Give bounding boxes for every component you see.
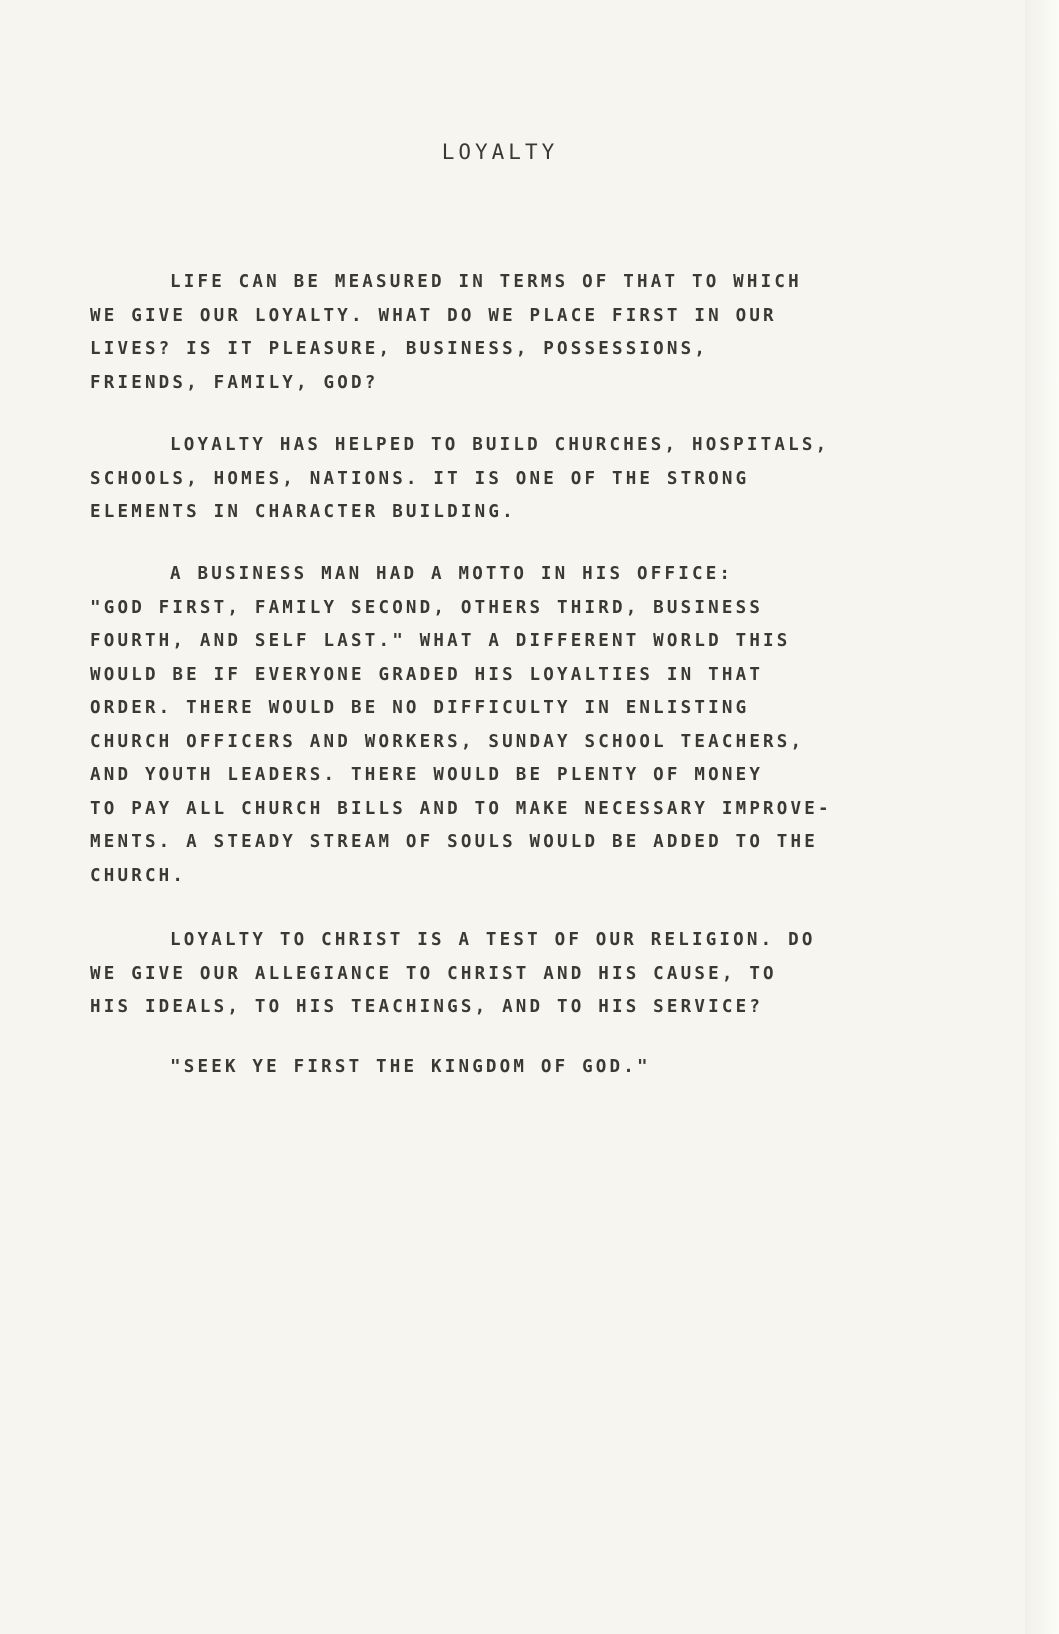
paragraph-line: A BUSINESS MAN HAD A MOTTO IN HIS OFFICE:: [170, 564, 734, 584]
closing-quote: [90, 1051, 651, 1085]
paragraph-3: [90, 558, 832, 893]
quote-line: "SEEK YE FIRST THE KINGDOM OF GOD.": [170, 1057, 651, 1077]
paragraph-1: [90, 266, 802, 400]
paragraph-line: LIVES? IS IT PLEASURE, BUSINESS, POSSESSIONS,: [90, 339, 709, 359]
paragraph-line: FRIENDS, FAMILY, GOD?: [90, 372, 379, 393]
paragraph-line: SCHOOLS, HOMES, NATIONS. IT IS ONE OF THE STRONG: [90, 468, 750, 489]
page-edge: [1025, 0, 1059, 1634]
paragraph-line: FOURTH, AND SELF LAST." WHAT A DIFFERENT WORLD THIS: [90, 631, 791, 651]
paragraph-4: [90, 924, 816, 1025]
paragraph-line: CHURCH OFFICERS AND WORKERS, SUNDAY SCHOOL TEACHERS,: [90, 731, 805, 752]
paragraph-line: MENTS. A STEADY STREAM OF SOULS WOULD BE ADDED TO THE: [90, 832, 819, 852]
paragraph-line: WOULD BE IF EVERYONE GRADED HIS LOYALTIES IN THAT: [90, 664, 764, 685]
paragraph-line: LIFE CAN BE MEASURED IN TERMS OF THAT TO WHICH: [170, 272, 802, 292]
paragraph-line: TO PAY ALL CHURCH BILLS AND TO MAKE NECESSARY IMPROVE-: [90, 798, 832, 819]
paragraph-line: WE GIVE OUR ALLEGIANCE TO CHRIST AND HIS CAUSE, TO: [90, 963, 777, 984]
paragraph-line: LOYALTY HAS HELPED TO BUILD CHURCHES, HOSPITALS,: [170, 435, 830, 455]
paragraph-line: "GOD FIRST, FAMILY SECOND, OTHERS THIRD, BUSINESS: [90, 597, 764, 618]
paragraph-line: ELEMENTS IN CHARACTER BUILDING.: [90, 502, 516, 522]
paragraph-line: WE GIVE OUR LOYALTY. WHAT DO WE PLACE FIRST IN OUR: [90, 305, 777, 326]
paragraph-line: ORDER. THERE WOULD BE NO DIFFICULTY IN ENLISTING: [90, 698, 750, 718]
paragraph-line: LOYALTY TO CHRIST IS A TEST OF OUR RELIGION. DO: [170, 930, 816, 950]
paragraph-2: [90, 429, 829, 530]
paragraph-line: AND YOUTH LEADERS. THERE WOULD BE PLENTY OF MONEY: [90, 765, 764, 785]
document-title: LOYALTY: [441, 140, 559, 164]
paragraph-line: CHURCH.: [90, 865, 187, 886]
paragraph-line: HIS IDEALS, TO HIS TEACHINGS, AND TO HIS SERVICE?: [90, 997, 764, 1017]
